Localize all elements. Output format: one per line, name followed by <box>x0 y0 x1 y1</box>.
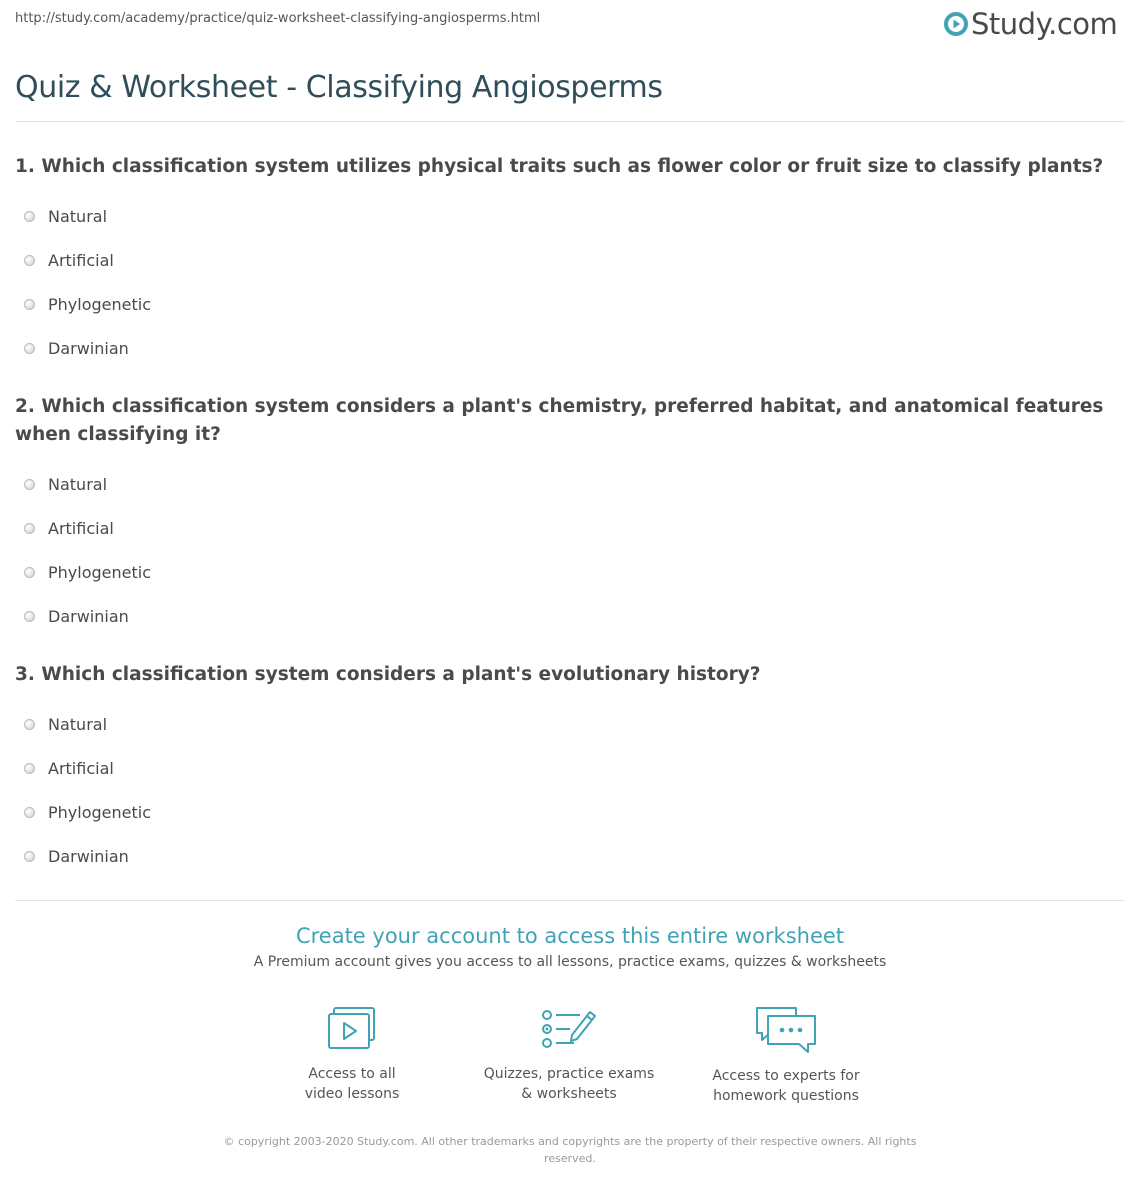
radio-button[interactable] <box>24 299 35 310</box>
answer-label: Natural <box>48 206 108 226</box>
answer-label: Darwinian <box>48 338 129 358</box>
answer-label: Phylogenetic <box>48 562 151 582</box>
answer-label: Phylogenetic <box>48 294 151 314</box>
radio-button[interactable] <box>24 719 35 730</box>
answer-option[interactable] <box>15 326 1125 370</box>
logo-text: Study.com <box>971 7 1118 41</box>
answer-label: Natural <box>48 714 108 734</box>
answer-option[interactable] <box>15 790 1125 834</box>
answer-option[interactable] <box>15 834 1125 878</box>
cta-title-link[interactable]: Create your account to access this entire worksheet <box>295 924 845 948</box>
answer-option[interactable] <box>15 238 1125 282</box>
answer-option[interactable] <box>15 594 1125 638</box>
feature-label-line: Quizzes, practice exams <box>483 1066 655 1082</box>
question-text: 3. Which classification system considers a plant's evolutionary history? <box>15 664 761 685</box>
radio-button[interactable] <box>24 211 35 222</box>
page-url: http://study.com/academy/practice/quiz-worksheet-classifying-angiosperms.html <box>15 11 541 26</box>
feature-quizzes <box>469 1005 669 1104</box>
feature-label-line: Access to all <box>308 1066 396 1082</box>
answer-label: Artificial <box>48 250 114 270</box>
cta-divider <box>15 900 1125 901</box>
answer-option[interactable] <box>15 702 1125 746</box>
quiz-checklist-icon <box>540 1005 598 1053</box>
answer-label: Natural <box>48 474 108 494</box>
answer-option[interactable] <box>15 550 1125 594</box>
radio-button[interactable] <box>24 523 35 534</box>
question-2 <box>15 393 1125 638</box>
answer-label: Artificial <box>48 758 114 778</box>
question-1 <box>15 153 1125 370</box>
feature-label <box>469 1064 669 1104</box>
radio-button[interactable] <box>24 611 35 622</box>
feature-label <box>686 1066 886 1106</box>
feature-label-line: video lessons <box>304 1086 400 1102</box>
answer-option[interactable] <box>15 282 1125 326</box>
feature-experts <box>686 1005 886 1106</box>
question-text: 2. Which classification system considers a plant's chemistry, preferred habitat, and anatomical features when classifying it? <box>15 396 1104 445</box>
answer-option[interactable] <box>15 746 1125 790</box>
answer-option[interactable] <box>15 506 1125 550</box>
answer-option[interactable] <box>15 462 1125 506</box>
study-logo[interactable] <box>943 8 1117 40</box>
header-divider <box>15 121 1125 122</box>
answer-label: Darwinian <box>48 606 129 626</box>
question-text: 1. Which classification system utilizes physical traits such as flower color or fruit size to classify plants? <box>15 156 1104 177</box>
feature-video-lessons <box>252 1005 452 1104</box>
feature-label-line: Access to experts for <box>712 1068 860 1084</box>
answer-label: Phylogenetic <box>48 802 151 822</box>
radio-button[interactable] <box>24 479 35 490</box>
cta-subtitle: A Premium account gives you access to all lessons, practice exams, quizzes & worksheets <box>253 954 887 970</box>
radio-button[interactable] <box>24 343 35 354</box>
feature-label <box>252 1064 452 1104</box>
radio-button[interactable] <box>24 763 35 774</box>
answer-label: Artificial <box>48 518 114 538</box>
play-circle-icon <box>943 11 969 37</box>
question-3 <box>15 661 1125 878</box>
copyright-notice: © copyright 2003-2020 Study.com. All other trademarks and copyrights are the property of their respective owners. All rights reserved. <box>223 1135 917 1165</box>
radio-button[interactable] <box>24 851 35 862</box>
video-lessons-icon <box>326 1005 378 1053</box>
radio-button[interactable] <box>24 567 35 578</box>
chat-experts-icon <box>754 1005 818 1055</box>
answer-label: Darwinian <box>48 846 129 866</box>
feature-label-line: homework questions <box>713 1088 859 1104</box>
feature-label-line: & worksheets <box>521 1086 617 1102</box>
answer-option[interactable] <box>15 194 1125 238</box>
radio-button[interactable] <box>24 807 35 818</box>
page-title: Quiz & Worksheet - Classifying Angiosperms <box>15 70 663 105</box>
radio-button[interactable] <box>24 255 35 266</box>
